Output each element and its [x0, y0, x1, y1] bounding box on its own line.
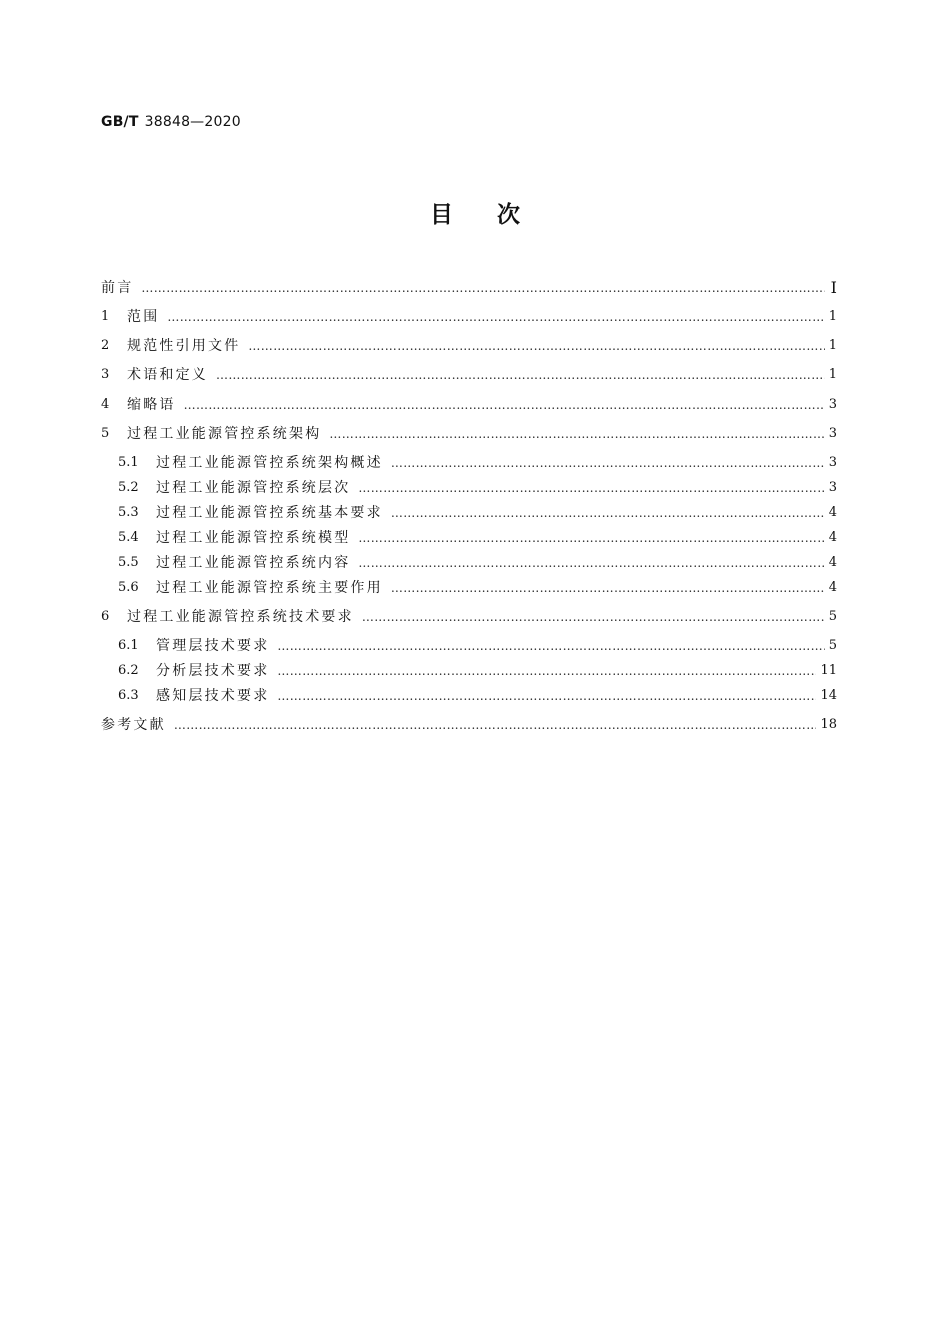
toc-entry-number: 6.3 — [118, 688, 139, 703]
toc-entry-label: 过程工业能源管控系统架构 — [127, 426, 322, 442]
toc-entry-number: 6.2 — [118, 663, 139, 678]
toc-leader-dots — [358, 554, 824, 572]
toc-leader-dots — [167, 308, 824, 326]
toc-leader-dots — [358, 479, 824, 497]
toc-entry[interactable] — [118, 550, 837, 572]
toc-entry[interactable] — [101, 275, 837, 297]
toc-entry-page: 3 — [828, 455, 837, 470]
toc-entry-number: 1 — [101, 309, 110, 324]
toc-entry-page: 5 — [828, 638, 837, 653]
toc-leader-dots — [277, 637, 824, 655]
toc-entry-label: 缩略语 — [127, 397, 176, 413]
toc-leader-dots — [391, 504, 825, 522]
standard-code — [101, 114, 241, 130]
toc-entry[interactable] — [118, 575, 837, 597]
toc-entry[interactable] — [101, 304, 837, 326]
toc-entry-page: 3 — [828, 397, 837, 412]
toc-entry[interactable] — [101, 712, 837, 734]
toc-entry-page: 3 — [828, 426, 837, 441]
toc-entry-page: 5 — [828, 609, 837, 624]
toc-entry-number: 5.3 — [118, 505, 139, 520]
toc-entry-number: 2 — [101, 338, 110, 353]
toc-entry-number: 5.1 — [118, 455, 139, 470]
toc-entry-page: 1 — [828, 367, 837, 382]
toc-entry[interactable] — [101, 421, 837, 443]
toc-entry-page: 4 — [828, 505, 837, 520]
toc-entry-number: 5.4 — [118, 530, 139, 545]
toc-leader-dots — [391, 454, 825, 472]
toc-entry-number: 6.1 — [118, 638, 139, 653]
toc-entry-label: 范围 — [127, 309, 160, 325]
toc-entry[interactable] — [118, 658, 837, 680]
toc-entry-number: 5.5 — [118, 555, 139, 570]
toc-entry-number: 5.2 — [118, 480, 139, 495]
toc-entry-label: 前言 — [101, 280, 134, 296]
toc-entry[interactable] — [118, 683, 837, 705]
toc-leader-dots — [141, 279, 825, 297]
toc-leader-dots — [329, 425, 824, 443]
toc-entry[interactable] — [118, 475, 837, 497]
toc-entry-label: 术语和定义 — [127, 367, 208, 383]
toc-entry[interactable] — [118, 500, 837, 522]
toc-entry-page: 4 — [828, 555, 837, 570]
standard-number: 38848—2020 — [144, 114, 241, 130]
toc-leader-dots — [358, 529, 824, 547]
page-title: 目次 — [430, 202, 564, 228]
toc-entry[interactable] — [101, 362, 837, 384]
toc-entry-label: 过程工业能源管控系统技术要求 — [127, 609, 354, 625]
toc-entry[interactable] — [118, 525, 837, 547]
toc-entry-number: 3 — [101, 367, 110, 382]
toc-entry-label: 分析层技术要求 — [156, 663, 270, 679]
toc-entry-page: 4 — [828, 580, 837, 595]
toc-entry-number: 5 — [101, 426, 110, 441]
toc-entry[interactable] — [101, 392, 837, 414]
toc-entry-label: 规范性引用文件 — [127, 338, 241, 354]
standard-prefix: GB/T — [101, 114, 139, 130]
toc-entry-label: 过程工业能源管控系统模型 — [156, 530, 351, 546]
toc-leader-dots — [277, 687, 816, 705]
toc-entry-label: 感知层技术要求 — [156, 688, 270, 704]
toc-entry[interactable] — [101, 604, 837, 626]
toc-entry-number: 5.6 — [118, 580, 139, 595]
toc-entry-label: 过程工业能源管控系统内容 — [156, 555, 351, 571]
toc-entry-number: 6 — [101, 609, 110, 624]
toc-leader-dots — [362, 608, 825, 626]
toc-entry-label: 管理层技术要求 — [156, 638, 270, 654]
toc-entry-page: 11 — [820, 663, 837, 678]
toc-entry[interactable] — [101, 333, 837, 355]
toc-entry[interactable] — [118, 633, 837, 655]
toc-entry-label: 过程工业能源管控系统层次 — [156, 480, 351, 496]
toc-entry-page: 1 — [828, 309, 837, 324]
toc-leader-dots — [216, 366, 825, 384]
toc-leader-dots — [391, 579, 825, 597]
toc-entry-page: 14 — [820, 688, 837, 703]
toc-entry-label: 过程工业能源管控系统主要作用 — [156, 580, 383, 596]
toc-entry-page: Ⅰ — [830, 278, 837, 297]
toc-entry-page: 4 — [828, 530, 837, 545]
toc-leader-dots — [248, 337, 824, 355]
toc-entry-page: 3 — [828, 480, 837, 495]
toc-entry-label: 过程工业能源管控系统架构概述 — [156, 455, 383, 471]
toc-leader-dots — [174, 716, 817, 734]
toc-entry-label: 参考文献 — [101, 717, 166, 733]
toc-entry-label: 过程工业能源管控系统基本要求 — [156, 505, 383, 521]
toc-entry-page: 18 — [820, 717, 837, 732]
toc-leader-dots — [184, 396, 825, 414]
toc-leader-dots — [277, 662, 816, 680]
toc-entry-page: 1 — [828, 338, 837, 353]
toc-entry-number: 4 — [101, 397, 110, 412]
toc-entry[interactable] — [118, 450, 837, 472]
